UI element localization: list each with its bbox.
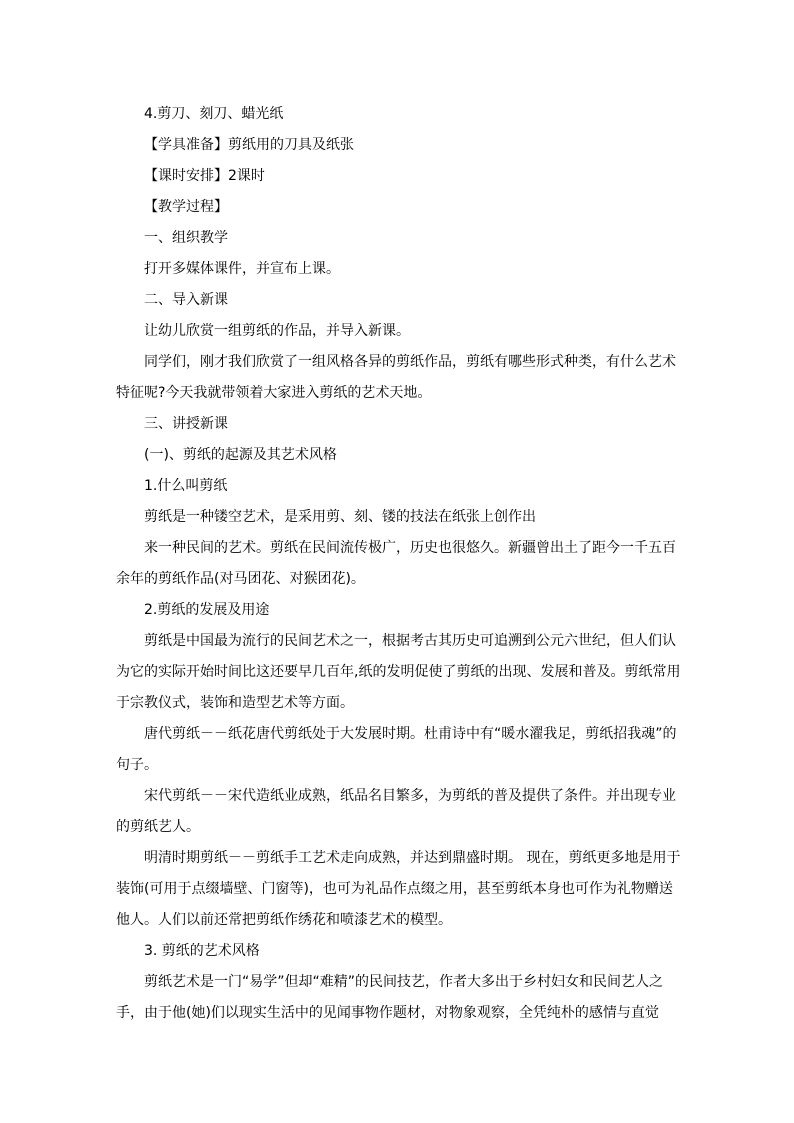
paragraph: 剪纸是中国最为流行的民间艺术之一，根据考古其历史可追溯到公元六世纪，但人们认为它的实际开始时间比这还要早几百年,纸的发明促使了剪纸的出现、发展和普及。剪纸常用于宗教仪式，装饰和造型艺术等方面。 <box>116 633 681 711</box>
paragraph: 同学们，刚才我们欣赏了一组风格各异的剪纸作品，剪纸有哪些形式种类，有什么艺术特征呢?今天我就带领着大家进入剪纸的艺术天地。 <box>116 354 676 401</box>
paragraph: 宋代剪纸－－宋代造纸业成熟，纸品名目繁多，为剪纸的普及提供了条件。并出现专业的剪纸艺人。 <box>116 788 676 835</box>
section-heading-introduction: 二、导入新课 <box>144 292 228 308</box>
subsection-heading: (一)、剪纸的起源及其艺术风格 <box>144 447 337 463</box>
subsection-heading: 2.剪纸的发展及用途 <box>144 602 270 618</box>
paragraph: 剪纸是一种镂空艺术，是采用剪、刻、镂的技法在纸张上创作出 <box>144 509 536 525</box>
document-body <box>116 99 682 1029</box>
paragraph: 明清时期剪纸－－剪纸手工艺术走向成熟，并达到鼎盛时期。 现在，剪纸更多地是用于装饰(可用于点缀墙壁、门窗等)，也可为礼品作点缀之用，甚至剪纸本身也可作为礼物赠送他人。人们以前还常把剪纸作绣花和喷漆艺术的模型。 <box>116 850 681 928</box>
teaching-process-heading: 【教学过程】 <box>144 199 228 215</box>
section-heading-organize: 一、组织教学 <box>144 230 228 246</box>
subsection-heading: 3. 剪纸的艺术风格 <box>144 943 260 959</box>
material-item-text: 4.剪刀、刻刀、蜡光纸 <box>144 106 284 122</box>
paragraph: 让幼儿欣赏一组剪纸的作品，并导入新课。 <box>144 323 410 339</box>
paragraph: 打开多媒体课件，并宣布上课。 <box>144 261 340 277</box>
subsection-heading: 1.什么叫剪纸 <box>144 478 228 494</box>
student-materials-text: 【学具准备】剪纸用的刀具及纸张 <box>144 137 354 153</box>
paragraph: 剪纸艺术是一门“易学”但却“难精”的民间技艺，作者大多出于乡村妇女和民间艺人之手，由于他(她)们以现实生活中的见闻事物作题材，对物象观察，全凭纯朴的感情与直觉 <box>116 974 664 1021</box>
class-schedule-text: 【课时安排】2课时 <box>144 168 265 184</box>
paragraph: 唐代剪纸－－纸花唐代剪纸处于大发展时期。杜甫诗中有“暖水濯我足，剪纸招我魂”的句子。 <box>116 726 677 773</box>
section-heading-new-lesson: 三、讲授新课 <box>144 416 228 432</box>
paragraph: 来一种民间的艺术。剪纸在民间流传极广，历史也很悠久。新疆曾出土了距今一千五百余年的剪纸作品(对马团花、对猴团花)。 <box>116 540 676 587</box>
